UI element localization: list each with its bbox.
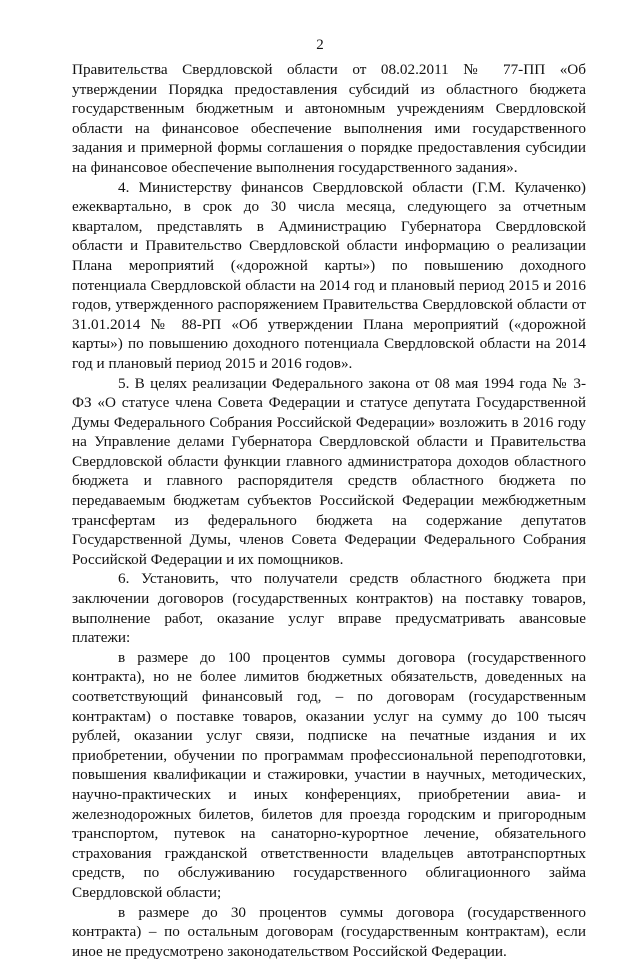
page-number: 2 xyxy=(316,37,324,53)
document-body xyxy=(72,60,586,961)
paragraph-item-6: 6. Установить, что получатели средств областного бюджета при заключении договоров (государственных контрактов) на поставку товаров, выполнение работ, оказание услуг вправе предусматривать авансовые платежи: xyxy=(72,570,586,647)
paragraph-item-4: 4. Министерству финансов Свердловской области (Г.М. Кулаченко) ежеквартально, в срок до 30 числа месяца, следующего за отчетным кварталом, представлять в Администрацию Губернатора Свердловской области и Правительство Свердловской области информацию о реализации Плана мероприятий («дорожной карты») по повышению доходного потенциала Свердловской области на 2014 год и плановый период 2015 и 2016 годов, утвержденного распоряжением Правительства Свердловской области от 31.01.2014 № 88-РП «Об утверждении Плана мероприятий («дорожной карты») по повышению доходного потенциала Свердловской области на 2014 год и плановый период 2015 и 2016 годов». xyxy=(72,178,586,372)
paragraph-advance-30-percent: в размере до 30 процентов суммы договора (государственного контракта) – по остальным договорам (государственным контрактам), если иное не предусмотрено законодательством Российской Федерации. xyxy=(72,903,586,960)
paragraph-item-5: 5. В целях реализации Федерального закона от 08 мая 1994 года № 3-ФЗ «О статусе члена Совета Федерации и статусе депутата Государственной Думы Федерального Собрания Российской Федерации» возложить в 2016 году на Управление делами Губернатора Свердловской области и Правительства Свердловской области функции главного администратора доходов областного бюджета и главного распорядителя средств областного бюджета по передаваемым бюджетам субъектов Российской Федерации межбюджетным трансфертам из федерального бюджета на содержание депутатов Государственной Думы, членов Совета Федерации Федерального Собрания Российской Федерации и их помощников. xyxy=(72,374,586,568)
paragraph-continuation: Правительства Свердловской области от 08.02.2011 № 77-ПП «Об утверждении Порядка предоставления субсидий из областного бюджета государственным бюджетным и автономным учреждениям Свердловской области на финансовое обеспечение выполнения ими государственного задания и примерной формы соглашения о порядке предоставления субсидии на финансовое обеспечение выполнения государственного задания». xyxy=(72,61,586,176)
paragraph-advance-100-percent: в размере до 100 процентов суммы договора (государственного контракта), но не более лимитов бюджетных обязательств, доведенных на соответствующий финансовый год, – по договорам (государственным контрактам) о поставке товаров, оказании услуг на сумму до 100 тысяч рублей, оказании услуг связи, подписке на печатные издания и их приобретении, обучении по программам профессиональной переподготовки, повышения квалификации и стажировки, участии в научных, методических, научно-практических и иных конференциях, приобретении авиа- и железнодорожных билетов, билетов для проезда городским и пригородным транспортом, путевок на санаторно-курортное лечение, обязательного страхования гражданской ответственности владельцев автотранспортных средств, по обслуживанию государственного облигационного займа Свердловской области; xyxy=(72,648,586,901)
